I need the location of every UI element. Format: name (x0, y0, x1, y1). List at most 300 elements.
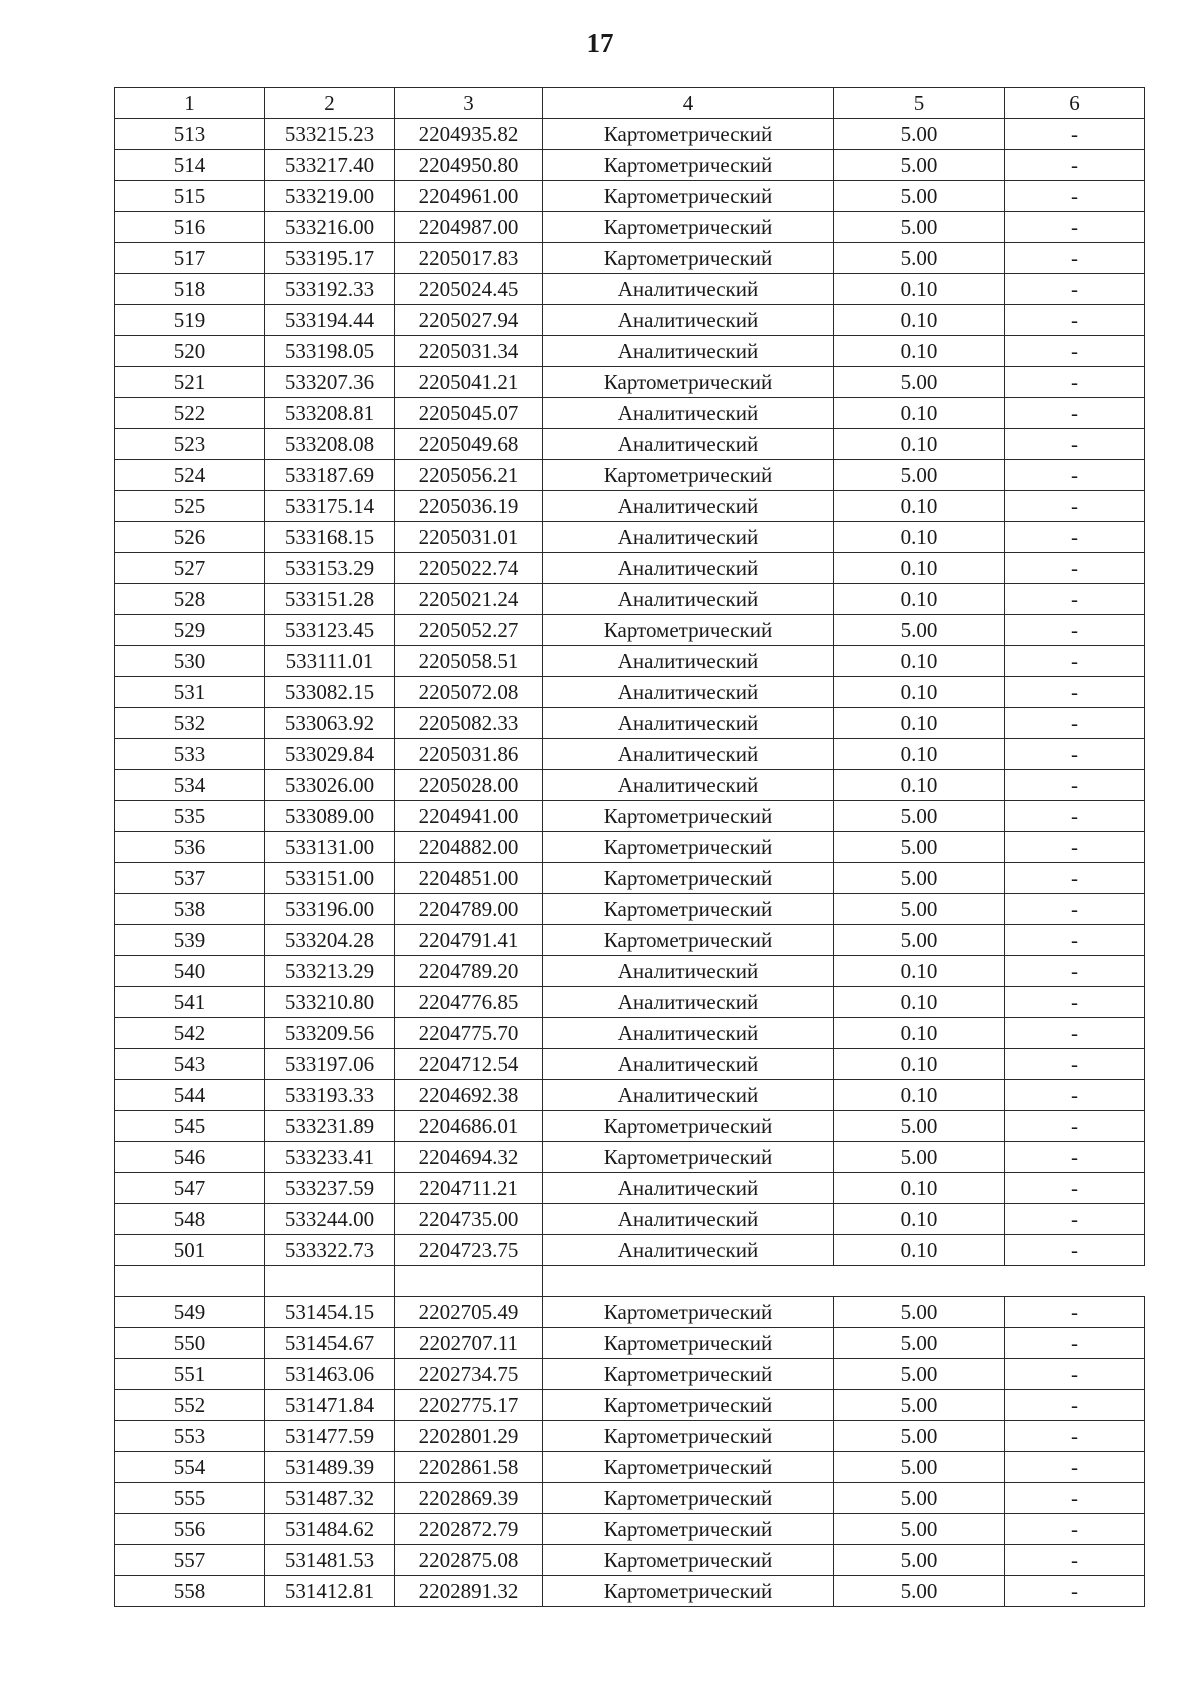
method-cell: Аналитический (543, 274, 834, 305)
point-number-cell: 547 (115, 1173, 265, 1204)
table-row (115, 243, 1145, 274)
table-row (115, 1576, 1145, 1607)
y-coordinate-cell: 2202707.11 (395, 1328, 543, 1359)
table-row (115, 1359, 1145, 1390)
description-cell: - (1005, 615, 1145, 646)
accuracy-cell: 0.10 (834, 956, 1005, 987)
method-cell: Картометрический (543, 212, 834, 243)
point-number-cell: 535 (115, 801, 265, 832)
method-cell: Картометрический (543, 894, 834, 925)
point-number-cell: 521 (115, 367, 265, 398)
method-cell: Картометрический (543, 832, 834, 863)
table-row (115, 398, 1145, 429)
point-number-cell: 558 (115, 1576, 265, 1607)
table-row (115, 646, 1145, 677)
description-cell: - (1005, 522, 1145, 553)
accuracy-cell: 5.00 (834, 1142, 1005, 1173)
header-cell: 3 (395, 88, 543, 119)
description-cell: - (1005, 1421, 1145, 1452)
y-coordinate-cell: 2205056.21 (395, 460, 543, 491)
accuracy-cell: 0.10 (834, 274, 1005, 305)
point-number-cell: 523 (115, 429, 265, 460)
empty-cell (395, 1266, 543, 1297)
x-coordinate-cell: 533209.56 (265, 1018, 395, 1049)
x-coordinate-cell: 533208.08 (265, 429, 395, 460)
table-row (115, 1111, 1145, 1142)
y-coordinate-cell: 2205027.94 (395, 305, 543, 336)
table-row (115, 212, 1145, 243)
method-cell: Аналитический (543, 770, 834, 801)
accuracy-cell: 5.00 (834, 1421, 1005, 1452)
header-cell: 1 (115, 88, 265, 119)
x-coordinate-cell: 533175.14 (265, 491, 395, 522)
y-coordinate-cell: 2204775.70 (395, 1018, 543, 1049)
description-cell: - (1005, 1018, 1145, 1049)
point-number-cell: 544 (115, 1080, 265, 1111)
point-number-cell: 532 (115, 708, 265, 739)
method-cell: Картометрический (543, 925, 834, 956)
point-number-cell: 548 (115, 1204, 265, 1235)
method-cell: Картометрический (543, 1142, 834, 1173)
y-coordinate-cell: 2205036.19 (395, 491, 543, 522)
y-coordinate-cell: 2204735.00 (395, 1204, 543, 1235)
description-cell: - (1005, 243, 1145, 274)
table-row (115, 1142, 1145, 1173)
description-cell: - (1005, 1545, 1145, 1576)
accuracy-cell: 0.10 (834, 398, 1005, 429)
method-cell: Картометрический (543, 367, 834, 398)
description-cell: - (1005, 398, 1145, 429)
method-cell: Аналитический (543, 677, 834, 708)
accuracy-cell: 0.10 (834, 429, 1005, 460)
point-number-cell: 542 (115, 1018, 265, 1049)
point-number-cell: 546 (115, 1142, 265, 1173)
x-coordinate-cell: 533195.17 (265, 243, 395, 274)
table-row (115, 429, 1145, 460)
method-cell: Картометрический (543, 119, 834, 150)
method-cell: Аналитический (543, 336, 834, 367)
description-cell: - (1005, 274, 1145, 305)
point-number-cell: 543 (115, 1049, 265, 1080)
point-number-cell: 513 (115, 119, 265, 150)
accuracy-cell: 5.00 (834, 1483, 1005, 1514)
x-coordinate-cell: 531487.32 (265, 1483, 395, 1514)
empty-cell (115, 1266, 265, 1297)
method-cell: Картометрический (543, 1483, 834, 1514)
x-coordinate-cell: 531471.84 (265, 1390, 395, 1421)
method-cell: Аналитический (543, 491, 834, 522)
accuracy-cell: 5.00 (834, 243, 1005, 274)
accuracy-cell: 5.00 (834, 925, 1005, 956)
accuracy-cell: 0.10 (834, 1018, 1005, 1049)
description-cell: - (1005, 1483, 1145, 1514)
x-coordinate-cell: 533026.00 (265, 770, 395, 801)
method-cell: Картометрический (543, 1111, 834, 1142)
table-row (115, 987, 1145, 1018)
x-coordinate-cell: 533029.84 (265, 739, 395, 770)
accuracy-cell: 5.00 (834, 1297, 1005, 1328)
table-row (115, 615, 1145, 646)
y-coordinate-cell: 2202875.08 (395, 1545, 543, 1576)
y-coordinate-cell: 2205058.51 (395, 646, 543, 677)
accuracy-cell: 5.00 (834, 367, 1005, 398)
method-cell: Аналитический (543, 987, 834, 1018)
y-coordinate-cell: 2204851.00 (395, 863, 543, 894)
table-row (115, 1297, 1145, 1328)
point-number-cell: 550 (115, 1328, 265, 1359)
table-row (115, 119, 1145, 150)
y-coordinate-cell: 2205041.21 (395, 367, 543, 398)
accuracy-cell: 5.00 (834, 1390, 1005, 1421)
y-coordinate-cell: 2205017.83 (395, 243, 543, 274)
page-number: 17 (586, 28, 614, 58)
x-coordinate-cell: 533207.36 (265, 367, 395, 398)
y-coordinate-cell: 2204723.75 (395, 1235, 543, 1266)
point-number-cell: 525 (115, 491, 265, 522)
description-cell: - (1005, 1080, 1145, 1111)
header-cell: 6 (1005, 88, 1145, 119)
accuracy-cell: 5.00 (834, 1545, 1005, 1576)
coordinates-table (114, 87, 1145, 1607)
table-row (115, 739, 1145, 770)
table-row (115, 925, 1145, 956)
accuracy-cell: 5.00 (834, 863, 1005, 894)
x-coordinate-cell: 533063.92 (265, 708, 395, 739)
description-cell: - (1005, 429, 1145, 460)
description-cell: - (1005, 770, 1145, 801)
accuracy-cell: 5.00 (834, 119, 1005, 150)
table-row (115, 367, 1145, 398)
description-cell: - (1005, 1390, 1145, 1421)
accuracy-cell: 0.10 (834, 646, 1005, 677)
description-cell: - (1005, 1297, 1145, 1328)
description-cell: - (1005, 1514, 1145, 1545)
y-coordinate-cell: 2202775.17 (395, 1390, 543, 1421)
accuracy-cell: 0.10 (834, 553, 1005, 584)
accuracy-cell: 0.10 (834, 491, 1005, 522)
x-coordinate-cell: 533204.28 (265, 925, 395, 956)
x-coordinate-cell: 533244.00 (265, 1204, 395, 1235)
x-coordinate-cell: 533089.00 (265, 801, 395, 832)
method-cell: Аналитический (543, 429, 834, 460)
accuracy-cell: 0.10 (834, 987, 1005, 1018)
description-cell: - (1005, 150, 1145, 181)
x-coordinate-cell: 533153.29 (265, 553, 395, 584)
accuracy-cell: 5.00 (834, 801, 1005, 832)
x-coordinate-cell: 533231.89 (265, 1111, 395, 1142)
point-number-cell: 515 (115, 181, 265, 212)
method-cell: Аналитический (543, 305, 834, 336)
point-number-cell: 554 (115, 1452, 265, 1483)
y-coordinate-cell: 2204791.41 (395, 925, 543, 956)
empty-cell (265, 1266, 395, 1297)
point-number-cell: 551 (115, 1359, 265, 1390)
method-cell: Аналитический (543, 708, 834, 739)
description-cell: - (1005, 646, 1145, 677)
x-coordinate-cell: 533168.15 (265, 522, 395, 553)
y-coordinate-cell: 2202891.32 (395, 1576, 543, 1607)
y-coordinate-cell: 2205021.24 (395, 584, 543, 615)
description-cell: - (1005, 1235, 1145, 1266)
y-coordinate-cell: 2202861.58 (395, 1452, 543, 1483)
method-cell: Аналитический (543, 739, 834, 770)
empty-cell (543, 1266, 1145, 1297)
method-cell: Аналитический (543, 1235, 834, 1266)
x-coordinate-cell: 531412.81 (265, 1576, 395, 1607)
accuracy-cell: 0.10 (834, 1235, 1005, 1266)
y-coordinate-cell: 2205022.74 (395, 553, 543, 584)
point-number-cell: 529 (115, 615, 265, 646)
description-cell: - (1005, 708, 1145, 739)
table-row (115, 677, 1145, 708)
point-number-cell: 557 (115, 1545, 265, 1576)
description-cell: - (1005, 336, 1145, 367)
x-coordinate-cell: 533187.69 (265, 460, 395, 491)
x-coordinate-cell: 533219.00 (265, 181, 395, 212)
accuracy-cell: 0.10 (834, 1049, 1005, 1080)
method-cell: Аналитический (543, 646, 834, 677)
method-cell: Картометрический (543, 1328, 834, 1359)
y-coordinate-cell: 2204694.32 (395, 1142, 543, 1173)
x-coordinate-cell: 531481.53 (265, 1545, 395, 1576)
table-row (115, 708, 1145, 739)
table-row (115, 1483, 1145, 1514)
y-coordinate-cell: 2204692.38 (395, 1080, 543, 1111)
method-cell: Аналитический (543, 1173, 834, 1204)
point-number-cell: 516 (115, 212, 265, 243)
table-row (115, 1235, 1145, 1266)
point-number-cell: 514 (115, 150, 265, 181)
accuracy-cell: 5.00 (834, 1514, 1005, 1545)
table-row (115, 1173, 1145, 1204)
point-number-cell: 501 (115, 1235, 265, 1266)
point-number-cell: 556 (115, 1514, 265, 1545)
accuracy-cell: 5.00 (834, 1452, 1005, 1483)
x-coordinate-cell: 533208.81 (265, 398, 395, 429)
accuracy-cell: 5.00 (834, 150, 1005, 181)
x-coordinate-cell: 531463.06 (265, 1359, 395, 1390)
method-cell: Картометрический (543, 460, 834, 491)
description-cell: - (1005, 1173, 1145, 1204)
y-coordinate-cell: 2204935.82 (395, 119, 543, 150)
table-row (115, 150, 1145, 181)
point-number-cell: 518 (115, 274, 265, 305)
table-row (115, 1080, 1145, 1111)
x-coordinate-cell: 533151.28 (265, 584, 395, 615)
accuracy-cell: 5.00 (834, 894, 1005, 925)
y-coordinate-cell: 2202872.79 (395, 1514, 543, 1545)
y-coordinate-cell: 2204882.00 (395, 832, 543, 863)
method-cell: Аналитический (543, 522, 834, 553)
table-row (115, 1421, 1145, 1452)
table-row (115, 956, 1145, 987)
point-number-cell: 552 (115, 1390, 265, 1421)
x-coordinate-cell: 533193.33 (265, 1080, 395, 1111)
y-coordinate-cell: 2204789.20 (395, 956, 543, 987)
accuracy-cell: 0.10 (834, 677, 1005, 708)
accuracy-cell: 5.00 (834, 1111, 1005, 1142)
table-row (115, 1049, 1145, 1080)
accuracy-cell: 0.10 (834, 1080, 1005, 1111)
point-number-cell: 526 (115, 522, 265, 553)
x-coordinate-cell: 531489.39 (265, 1452, 395, 1483)
accuracy-cell: 0.10 (834, 739, 1005, 770)
point-number-cell: 553 (115, 1421, 265, 1452)
accuracy-cell: 0.10 (834, 522, 1005, 553)
accuracy-cell: 5.00 (834, 832, 1005, 863)
y-coordinate-cell: 2204987.00 (395, 212, 543, 243)
x-coordinate-cell: 533198.05 (265, 336, 395, 367)
method-cell: Картометрический (543, 1421, 834, 1452)
y-coordinate-cell: 2202705.49 (395, 1297, 543, 1328)
y-coordinate-cell: 2205031.34 (395, 336, 543, 367)
method-cell: Картометрический (543, 150, 834, 181)
point-number-cell: 538 (115, 894, 265, 925)
method-cell: Аналитический (543, 1049, 834, 1080)
description-cell: - (1005, 894, 1145, 925)
x-coordinate-cell: 533082.15 (265, 677, 395, 708)
y-coordinate-cell: 2205049.68 (395, 429, 543, 460)
method-cell: Картометрический (543, 1452, 834, 1483)
y-coordinate-cell: 2205045.07 (395, 398, 543, 429)
description-cell: - (1005, 863, 1145, 894)
point-number-cell: 541 (115, 987, 265, 1018)
y-coordinate-cell: 2204961.00 (395, 181, 543, 212)
description-cell: - (1005, 739, 1145, 770)
x-coordinate-cell: 533237.59 (265, 1173, 395, 1204)
x-coordinate-cell: 533197.06 (265, 1049, 395, 1080)
description-cell: - (1005, 925, 1145, 956)
accuracy-cell: 5.00 (834, 615, 1005, 646)
x-coordinate-cell: 531477.59 (265, 1421, 395, 1452)
description-cell: - (1005, 119, 1145, 150)
table-row (115, 770, 1145, 801)
point-number-cell: 528 (115, 584, 265, 615)
point-number-cell: 549 (115, 1297, 265, 1328)
point-number-cell: 519 (115, 305, 265, 336)
method-cell: Аналитический (543, 1204, 834, 1235)
table-row (115, 1514, 1145, 1545)
point-number-cell: 536 (115, 832, 265, 863)
x-coordinate-cell: 533196.00 (265, 894, 395, 925)
method-cell: Картометрический (543, 1359, 834, 1390)
table-row (115, 1390, 1145, 1421)
x-coordinate-cell: 533213.29 (265, 956, 395, 987)
x-coordinate-cell: 533215.23 (265, 119, 395, 150)
description-cell: - (1005, 305, 1145, 336)
table-row (115, 584, 1145, 615)
method-cell: Аналитический (543, 398, 834, 429)
point-number-cell: 530 (115, 646, 265, 677)
x-coordinate-cell: 533111.01 (265, 646, 395, 677)
accuracy-cell: 0.10 (834, 584, 1005, 615)
y-coordinate-cell: 2204712.54 (395, 1049, 543, 1080)
method-cell: Картометрический (543, 801, 834, 832)
accuracy-cell: 0.10 (834, 708, 1005, 739)
header-cell: 2 (265, 88, 395, 119)
y-coordinate-cell: 2202869.39 (395, 1483, 543, 1514)
table-row (115, 1452, 1145, 1483)
description-cell: - (1005, 181, 1145, 212)
accuracy-cell: 5.00 (834, 460, 1005, 491)
table-row (115, 274, 1145, 305)
description-cell: - (1005, 212, 1145, 243)
method-cell: Аналитический (543, 1018, 834, 1049)
method-cell: Картометрический (543, 243, 834, 274)
method-cell: Аналитический (543, 956, 834, 987)
y-coordinate-cell: 2204711.21 (395, 1173, 543, 1204)
table-row (115, 801, 1145, 832)
description-cell: - (1005, 1049, 1145, 1080)
method-cell: Аналитический (543, 1080, 834, 1111)
description-cell: - (1005, 584, 1145, 615)
description-cell: - (1005, 1111, 1145, 1142)
method-cell: Картометрический (543, 615, 834, 646)
method-cell: Картометрический (543, 1576, 834, 1607)
accuracy-cell: 0.10 (834, 770, 1005, 801)
y-coordinate-cell: 2204776.85 (395, 987, 543, 1018)
x-coordinate-cell: 531454.15 (265, 1297, 395, 1328)
accuracy-cell: 5.00 (834, 1328, 1005, 1359)
y-coordinate-cell: 2205082.33 (395, 708, 543, 739)
table-row (115, 1204, 1145, 1235)
header-cell: 5 (834, 88, 1005, 119)
description-cell: - (1005, 367, 1145, 398)
table-row (115, 491, 1145, 522)
accuracy-cell: 0.10 (834, 305, 1005, 336)
description-cell: - (1005, 491, 1145, 522)
accuracy-cell: 0.10 (834, 1173, 1005, 1204)
method-cell: Картометрический (543, 1390, 834, 1421)
y-coordinate-cell: 2204789.00 (395, 894, 543, 925)
point-number-cell: 555 (115, 1483, 265, 1514)
description-cell: - (1005, 1359, 1145, 1390)
accuracy-cell: 0.10 (834, 336, 1005, 367)
point-number-cell: 524 (115, 460, 265, 491)
description-cell: - (1005, 832, 1145, 863)
method-cell: Картометрический (543, 181, 834, 212)
description-cell: - (1005, 553, 1145, 584)
y-coordinate-cell: 2205024.45 (395, 274, 543, 305)
table-row (115, 553, 1145, 584)
description-cell: - (1005, 1576, 1145, 1607)
table-row (115, 305, 1145, 336)
point-number-cell: 527 (115, 553, 265, 584)
x-coordinate-cell: 531484.62 (265, 1514, 395, 1545)
description-cell: - (1005, 1142, 1145, 1173)
description-cell: - (1005, 677, 1145, 708)
x-coordinate-cell: 533322.73 (265, 1235, 395, 1266)
method-cell: Картометрический (543, 863, 834, 894)
description-cell: - (1005, 987, 1145, 1018)
separator-row (115, 1266, 1145, 1297)
accuracy-cell: 5.00 (834, 212, 1005, 243)
y-coordinate-cell: 2205052.27 (395, 615, 543, 646)
x-coordinate-cell: 533131.00 (265, 832, 395, 863)
table-row (115, 181, 1145, 212)
description-cell: - (1005, 801, 1145, 832)
x-coordinate-cell: 533210.80 (265, 987, 395, 1018)
y-coordinate-cell: 2205072.08 (395, 677, 543, 708)
y-coordinate-cell: 2205031.86 (395, 739, 543, 770)
accuracy-cell: 5.00 (834, 1359, 1005, 1390)
description-cell: - (1005, 956, 1145, 987)
point-number-cell: 534 (115, 770, 265, 801)
method-cell: Картометрический (543, 1545, 834, 1576)
accuracy-cell: 5.00 (834, 1576, 1005, 1607)
point-number-cell: 539 (115, 925, 265, 956)
point-number-cell: 531 (115, 677, 265, 708)
